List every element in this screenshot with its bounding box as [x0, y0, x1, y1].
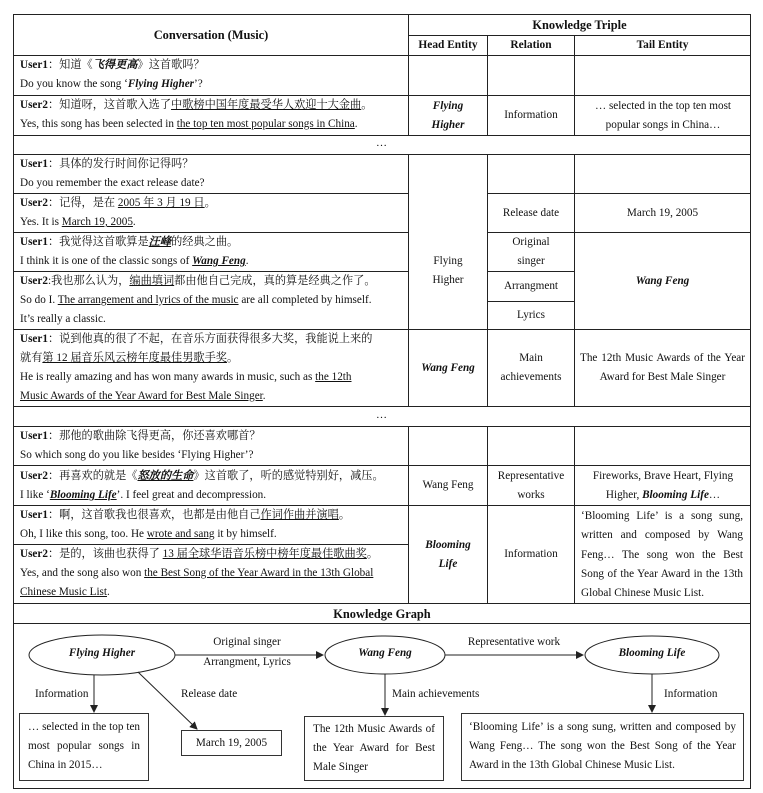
- utterance-segment: ：记得，是在: [47, 197, 118, 209]
- utterance-segment: 。: [366, 548, 379, 560]
- utterance-segment: .: [262, 390, 266, 402]
- utterance-segment: Chinese Music List: [20, 586, 108, 598]
- utterance-segment: the top ten most popular songs in China: [176, 118, 355, 130]
- speaker-label: User2: [20, 99, 48, 111]
- edge-label-original-singer: Original singer: [213, 636, 281, 648]
- relation-cell: Information: [504, 109, 558, 121]
- utterance-segment: It’s really a classic.: [20, 313, 106, 325]
- relation-cell: Information: [504, 548, 558, 560]
- utterance-segment: March 19, 2005: [61, 216, 133, 228]
- edge-label-release-date: Release date: [181, 688, 238, 700]
- speaker-label: User2: [20, 548, 48, 560]
- node-wang-feng: Wang Feng: [358, 647, 412, 659]
- node-flying-higher: Flying Higher: [68, 647, 136, 659]
- utterance-segment: ’?: [194, 78, 203, 90]
- utterance-segment: Oh, I like this song, too. He: [20, 528, 147, 540]
- utterance-segment: 作词作曲并演唱: [260, 509, 339, 521]
- knowledge-graph-title: Knowledge Graph: [333, 607, 431, 621]
- utterance-segment: He is really amazing and has won many awards in music, such as: [20, 371, 316, 383]
- speaker-label: User1: [20, 236, 48, 248]
- edge-label-information-left: Information: [35, 688, 89, 700]
- speaker-label: User2: [20, 275, 48, 287]
- utterance-segment: Wang Feng: [192, 255, 246, 267]
- speaker-label: User1: [20, 333, 48, 345]
- utterance-segment: 。: [338, 509, 351, 521]
- head-entity-cell: Wang Feng: [422, 479, 474, 491]
- relation-text: Representative works: [497, 469, 565, 501]
- box-12th-awards: The 12th Music Awards of the Year Award for Best Male Singer: [304, 716, 444, 781]
- utterance-segment: Yes, this song has been selected in: [20, 118, 177, 130]
- utterance-segment: I think it is one of the classic songs of: [20, 255, 193, 267]
- utterance-segment: ：再喜欢的就是《: [47, 470, 138, 482]
- edge-label-representative-work: Representative work: [467, 636, 561, 648]
- relation-cell: Arrangment: [503, 280, 559, 292]
- utterance-segment: Music Awards of the Year Award for Best Male Singer: [20, 390, 263, 402]
- utterance-segment: the 12th: [315, 371, 352, 383]
- tail-entity-text: ‘Blooming Life’ is a song sung, written and composed by Wang Feng… The song won the Best Song of the Year Award in the 13th Global Chinese Music List.: [581, 510, 743, 600]
- relation-cell: Release date: [502, 206, 560, 219]
- speaker-label: User2: [20, 470, 48, 482]
- utterance-segment: The arrangement and lyrics of the music: [57, 294, 239, 306]
- utterance-segment: the Best Song of the Year Award in the 13th Global: [144, 567, 374, 579]
- utterance-segment: .: [245, 255, 249, 267]
- utterance-segment: 编曲填词: [129, 275, 175, 287]
- tail-entity-cell: March 19, 2005: [626, 206, 699, 219]
- utterance-segment: 13 届全球华语音乐榜中榜年度最佳歌曲奖: [162, 548, 367, 560]
- utterance-segment: .: [107, 586, 110, 598]
- box-blooming-desc: ‘Blooming Life’ is a song sung, written and composed by Wang Feng… The song won the Best Song of the Year Award in the 13th Global Chinese Music List.: [461, 713, 744, 781]
- head-entity-header: Head Entity: [418, 39, 478, 51]
- head-entity-text: Blooming Life: [425, 538, 471, 570]
- head-entity-text: Flying Higher: [432, 255, 464, 286]
- tail-entity-header: Tail Entity: [636, 39, 689, 51]
- speaker-label: User1: [20, 158, 48, 170]
- head-entity-cell: Wang Feng: [421, 361, 475, 374]
- utterance-segment: 。: [361, 99, 373, 111]
- box-release-date: March 19, 2005: [181, 730, 282, 756]
- utterance-segment: :我也那么认为，: [47, 275, 130, 287]
- relation-header: Relation: [510, 39, 552, 51]
- utterance-segment: ：具体的发行时间你记得吗？: [47, 158, 194, 170]
- utterance-segment: .: [354, 118, 358, 130]
- utterance-segment: Do you know the song ‘: [20, 78, 128, 90]
- tail-works-end: …: [708, 488, 721, 501]
- utterance-segment: 都由他自己完成，真的算是经典之作了。: [174, 275, 376, 287]
- speaker-label: User1: [20, 430, 48, 442]
- utterance-segment: Blooming Life: [49, 489, 117, 501]
- edge-label-main-achievements: Main achievements: [392, 688, 480, 700]
- relation-text: Original singer: [512, 236, 550, 267]
- ellipsis-2: …: [376, 409, 387, 421]
- conversation-header: Conversation (Music): [153, 27, 269, 42]
- utterance-segment: ：啊，这首歌我也很喜欢，也都是由他自己: [47, 509, 261, 521]
- utterance-segment: ：那他的歌曲除飞得更高，你还喜欢哪首？: [47, 430, 261, 442]
- utterance-segment: ：我觉得这首歌算是: [47, 236, 149, 248]
- utterance-segment: are all completed by himself.: [238, 294, 372, 306]
- edge-label-arrangment-lyrics: Arrangment, Lyrics: [203, 656, 291, 668]
- tail-entity-cell: … selected in the top ten most popular songs in China…: [594, 99, 732, 131]
- utterance-segment: ：知道呀，这首歌入选了: [47, 99, 172, 111]
- utterance-segment: Yes, and the song also won: [20, 567, 145, 579]
- utterance-segment: 》这首歌了，听的感觉特别好，减压。: [193, 470, 384, 482]
- node-blooming-life: Blooming Life: [618, 647, 686, 659]
- utterance-segment: 第 12 届音乐风云榜年度最佳男歌手奖: [42, 352, 227, 364]
- utterance-segment: 就有: [20, 352, 43, 364]
- ellipsis-1: …: [376, 137, 387, 149]
- tail-works-plain: Fireworks, Brave Heart, Flying Higher,: [592, 469, 734, 501]
- tail-works-bold: Blooming Life: [642, 488, 709, 501]
- utterance-segment: Flying Higher: [127, 78, 195, 90]
- utterance-segment: Yes. It is: [20, 216, 62, 228]
- utterance-segment: it by himself.: [214, 528, 277, 540]
- utterance-segment: I like ‘: [20, 489, 50, 501]
- utterance-segment: ：说到他真的很了不起，在音乐方面获得很多大奖，我能说上来的: [47, 333, 373, 345]
- speaker-label: User2: [20, 197, 48, 209]
- utterance-segment: 飞得更高: [92, 59, 138, 71]
- utterance-segment: 。: [227, 352, 239, 364]
- utterance-segment: wrote and sang: [146, 528, 215, 540]
- relation-cell: Lyrics: [517, 309, 545, 321]
- utterance-segment: 2005 年 3 月 19 日: [117, 197, 205, 209]
- utterance-segment: .: [132, 216, 136, 228]
- speaker-label: User1: [20, 509, 48, 521]
- utterance-segment: So which song do you like besides ‘Flying Higher’?: [20, 449, 254, 461]
- utterance-segment: 中歌榜中国年度最受华人欢迎十大金曲: [171, 99, 362, 111]
- utterance-segment: 的经典之曲。: [171, 236, 239, 248]
- edge-label-information-right: Information: [664, 688, 718, 700]
- utterance-segment: ’. I feel great and decompression.: [116, 489, 267, 501]
- tail-entity-cell: Wang Feng: [635, 274, 690, 287]
- utterance-segment: 汪峰: [148, 236, 172, 248]
- head-entity-text: Flying Higher: [431, 99, 465, 131]
- utterance-segment: So do I.: [20, 294, 58, 306]
- utterance-segment: ：知道《: [47, 59, 93, 71]
- utterance-segment: ：是的，该曲也获得了: [47, 548, 163, 560]
- relation-text: Main achievements: [500, 352, 562, 383]
- utterance-segment: Do you remember the exact release date?: [20, 177, 205, 189]
- knowledge-triple-header: Knowledge Triple: [532, 17, 627, 32]
- utterance-segment: 》这首歌吗？: [137, 59, 205, 71]
- tail-entity-text: The 12th Music Awards of the Year Award for Best Male Singer: [580, 352, 745, 383]
- utterance-segment: 怒放的生命: [137, 470, 194, 482]
- utterance-segment: 。: [204, 197, 216, 209]
- box-top-ten: … selected in the top ten most popular songs in China in 2015…: [19, 713, 149, 781]
- speaker-label: User1: [20, 59, 48, 71]
